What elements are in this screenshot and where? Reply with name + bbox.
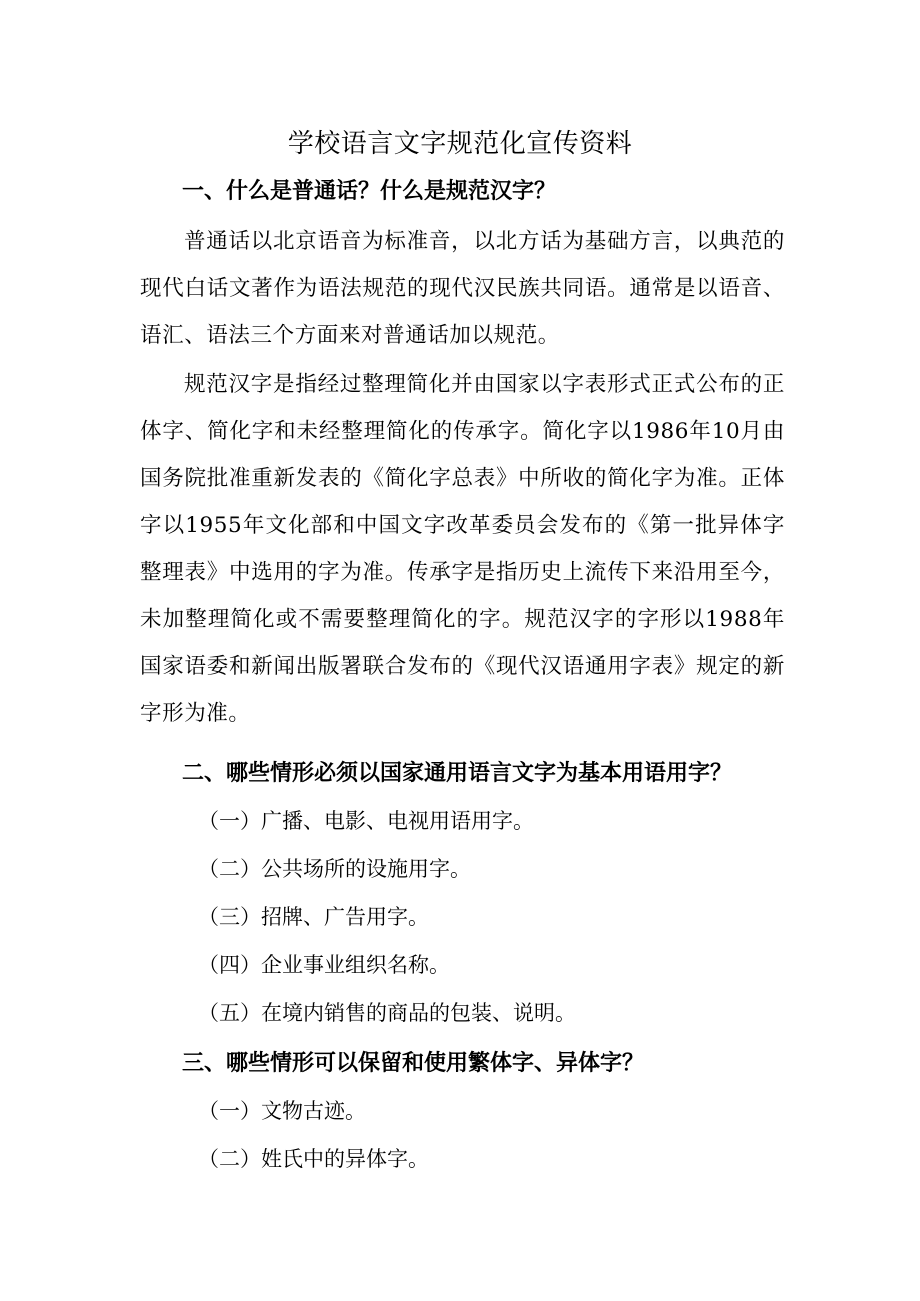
section-1-paragraph-2: 规范汉字是指经过整理简化并由国家以字表形式正式公布的正体字、简化字和未经整理简化的传承字。简化字以1986年10月由国务院批准重新发表的《简化字总表》中所收的简化字为准。正体字以1955年文化部和中国文字改革委员会发布的《第一批异体字整理表》中选用的字为准。传承字是指历史上流传下来沿用至今，未加整理简化或不需要整理简化的字。规范汉字的字形以1988年国家语委和新闻出版署联合发布的《现代汉语通用字表》规定的新字形为准。	[140, 372, 785, 726]
section-3-item-2: （二）姓氏中的异体字。	[198, 1147, 429, 1171]
section-2-item-2: （二）公共场所的设施用字。	[198, 857, 471, 881]
section-2-heading: 二、哪些情形必须以国家通用语言文字为基本用语用字？	[182, 760, 733, 786]
section-1-heading: 一、什么是普通话？什么是规范汉字？	[182, 178, 557, 204]
section-2-item-5: （五）在境内销售的商品的包装、说明。	[198, 1001, 576, 1025]
section-3-item-1: （一）文物古迹。	[198, 1099, 366, 1123]
section-2-item-1: （一）广播、电影、电视用语用字。	[198, 809, 534, 833]
section-1-paragraph-1: 普通话以北京语音为标准音，以北方话为基础方言，以典范的现代白话文著作为语法规范的现代汉民族共同语。通常是以语音、语汇、语法三个方面来对普通话加以规范。	[140, 229, 785, 348]
section-2-item-4: （四）企业事业组织名称。	[198, 953, 450, 977]
section-2-item-3: （三）招牌、广告用字。	[198, 905, 429, 929]
document-title: 学校语言文字规范化宣传资料	[287, 129, 633, 159]
section-3-heading: 三、哪些情形可以保留和使用繁体字、异体字？	[182, 1050, 645, 1076]
